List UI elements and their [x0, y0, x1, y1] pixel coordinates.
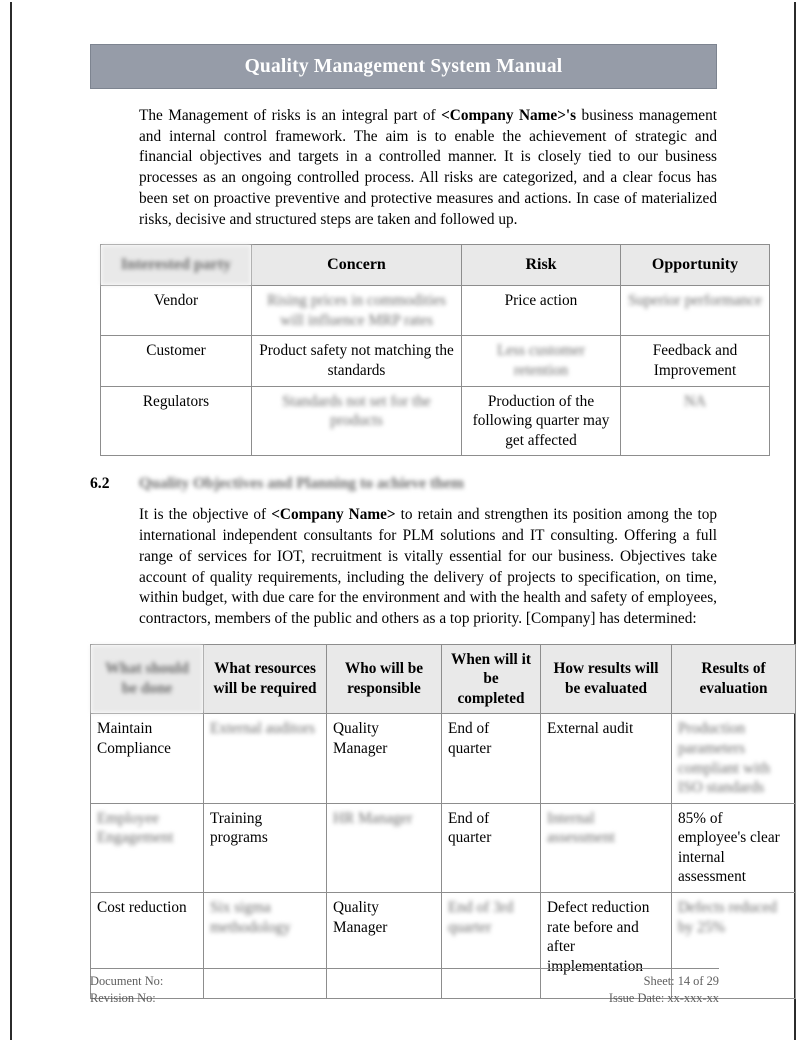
- cell-party: Regulators: [101, 386, 252, 456]
- table-row: [91, 803, 796, 892]
- footer-right: [609, 973, 719, 1006]
- cell-what: Cost reduction: [91, 893, 204, 999]
- column-header-results: Results of evaluation: [672, 644, 796, 714]
- page-title: Quality Management System Manual: [244, 55, 563, 77]
- section-number: 6.2: [90, 475, 110, 493]
- document-page: [10, 2, 796, 1040]
- cell-how: Defect reduction rate before and after implementation: [541, 893, 672, 999]
- table-row: [101, 286, 770, 336]
- column-header-responsible: Who will be responsible: [327, 644, 442, 714]
- column-header-resources: What resources will be required: [204, 644, 327, 714]
- document-title-bar: [90, 44, 717, 89]
- cell-concern: Product safety not matching the standards: [252, 336, 462, 386]
- column-header-risk: Risk: [462, 245, 621, 286]
- paragraph-1-pre: The Management of risks is an integral part of: [139, 107, 442, 124]
- section-title: Quality Objectives and Planning to achieve them: [139, 475, 464, 493]
- quality-objectives-table: [90, 644, 796, 999]
- cell-resources: External auditors: [204, 714, 327, 803]
- cell-concern: Rising prices in commodities will influence MRP rates: [252, 286, 462, 336]
- table-row: [101, 336, 770, 386]
- cell-concern: Standards not set for the products: [252, 386, 462, 456]
- cell-how: Internal assessment: [541, 803, 672, 892]
- cell-when: End of 3rd quarter: [442, 893, 541, 999]
- table-row: [91, 714, 796, 803]
- cell-when: End of quarter: [442, 714, 541, 803]
- objectives-paragraph: [139, 505, 717, 629]
- cell-responsible: HR Manager: [327, 803, 442, 892]
- cell-opportunity: NA: [621, 386, 770, 456]
- cell-resources: Training programs: [204, 803, 327, 892]
- paragraph-1-post: business management and internal control framework. The aim is to enable the achievement of strategic and financial objectives and targets in a controlled manner. It is closely tied to our business processes as an ongoing controlled process. All risks are categorized, and a clear focus has been set on proactive preventive and protective measures and actions. In case of materialized risks, decisive and structured steps are taken and followed up.: [139, 107, 717, 228]
- column-header-what-should-be-done: What should be done: [91, 644, 204, 714]
- footer-document-no: Document No:: [90, 974, 164, 988]
- table-row: [101, 386, 770, 456]
- cell-risk: Production of the following quarter may get affected: [462, 386, 621, 456]
- column-header-concern: Concern: [252, 245, 462, 286]
- cell-party: Vendor: [101, 286, 252, 336]
- section-heading: [90, 475, 720, 493]
- company-name-placeholder-1: <Company Name>'s: [441, 107, 577, 124]
- column-header-interested-party: Interested party: [101, 245, 252, 286]
- cell-party: Customer: [101, 336, 252, 386]
- cell-results: 85% of employee's clear internal assessment: [672, 803, 796, 892]
- column-header-when-completed: When will it be completed: [442, 644, 541, 714]
- table-header-row: [101, 245, 770, 286]
- company-name-placeholder-2: <Company Name>: [271, 506, 396, 524]
- paragraph-2-pre: It is the objective of: [139, 506, 272, 524]
- footer-sheet-number: Sheet: 14 of 29: [643, 974, 719, 988]
- cell-how: External audit: [541, 714, 672, 803]
- cell-risk: Price action: [462, 286, 621, 336]
- cell-results: Defects reduced by 25%: [672, 893, 796, 999]
- page-content: [90, 44, 780, 999]
- interested-party-risk-table: [100, 244, 770, 456]
- cell-results: Production parameters compliant with ISO standards: [672, 714, 796, 803]
- table-header-row: [91, 644, 796, 714]
- cell-when: End of quarter: [442, 803, 541, 892]
- paragraph-2-post: to retain and strengthen its position among the top international independent consultants for PLM solutions and IT consulting. Offering a full range of services for IOT, recruitment is vitally essential for our business. Objectives take account of quality requirements, including the delivery of projects to specification, on time, within budget, with due care for the environment and with the health and safety of employees, contractors, members of the public and others as a top priority. [Company] has determined:: [139, 506, 718, 627]
- cell-responsible: Quality Manager: [327, 893, 442, 999]
- cell-opportunity: Feedback and Improvement: [621, 336, 770, 386]
- cell-responsible: Quality Manager: [327, 714, 442, 803]
- cell-risk: Less customer retention: [462, 336, 621, 386]
- page-footer: [90, 968, 719, 1006]
- footer-left: [90, 973, 163, 1006]
- column-header-how-evaluated: How results will be evaluated: [541, 644, 672, 714]
- footer-issue-date: Issue Date: xx-xxx-xx: [608, 990, 719, 1005]
- cell-what: Maintain Compliance: [91, 714, 204, 803]
- column-header-opportunity: Opportunity: [621, 245, 770, 286]
- footer-revision-no: Revision No:: [90, 990, 156, 1005]
- cell-opportunity: Superior performance: [621, 286, 770, 336]
- risk-management-paragraph: [139, 106, 717, 230]
- cell-resources: Six sigma methodology: [204, 893, 327, 999]
- cell-what: Employee Engagement: [91, 803, 204, 892]
